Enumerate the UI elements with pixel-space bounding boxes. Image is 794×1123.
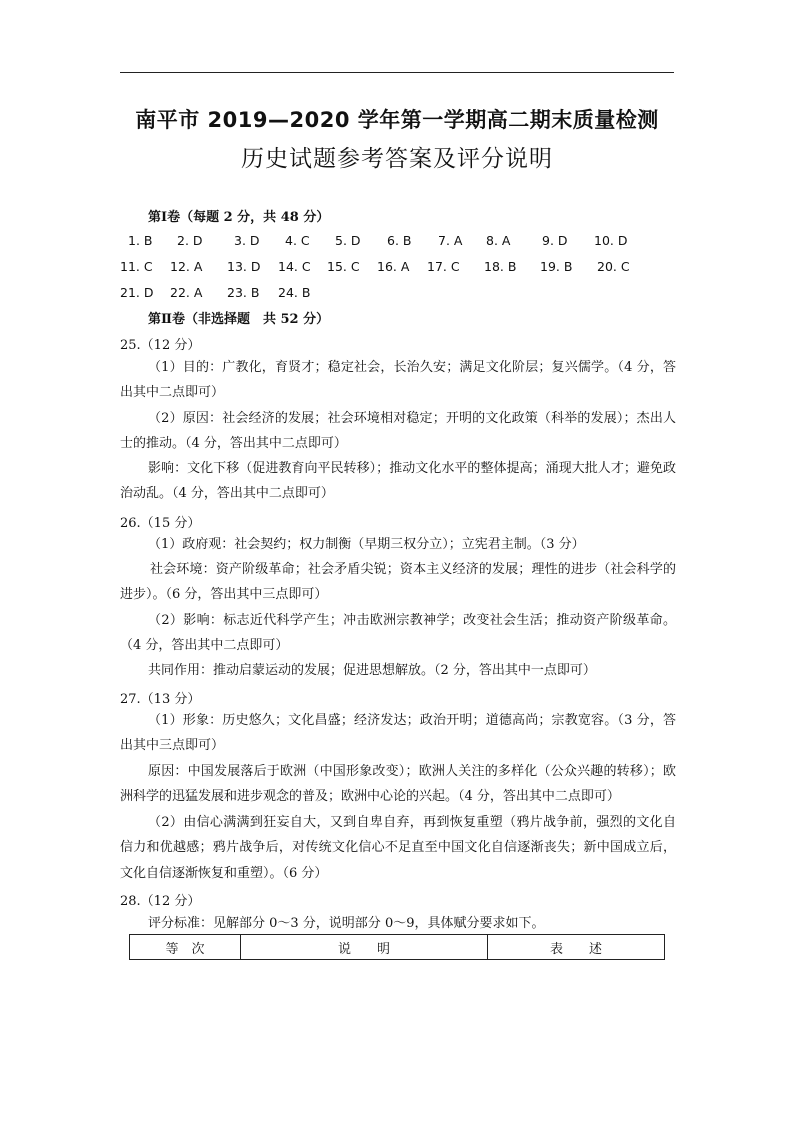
answer-item: 16. A [377, 259, 410, 274]
table-header-cell: 等 次 [130, 935, 241, 960]
q26-answer-2: 社会环境：资产阶级革命；社会矛盾尖锐；资本主义经济的发展；理性的进步（社会科学的进步）。（6 分，答出其中三点即可） [120, 562, 676, 603]
answer-item: 13. D [227, 259, 261, 274]
q28-scoring-note: 评分标准：见解部分 0～3 分，说明部分 0～9，具体赋分要求如下。 [148, 916, 545, 931]
answer-item: 10. D [594, 233, 628, 248]
answer-item: 8. A [486, 233, 511, 248]
question-27-heading: 27.（13 分） [120, 692, 201, 707]
document-subtitle: 历史试题参考答案及评分说明 [241, 146, 553, 172]
q26-answer-1: （1）政府观：社会契约；权力制衡（早期三权分立）；立宪君主制。（3 分） [148, 537, 585, 552]
question-25-heading: 25.（12 分） [120, 338, 201, 353]
answer-item: 2. D [177, 233, 203, 248]
part2-heading: 第Ⅱ卷（非选择题 共 52 分） [148, 312, 330, 327]
answer-item: 9. D [542, 233, 568, 248]
q25-answer-2: （2）原因：社会经济的发展；社会环境相对稳定；开明的文化政策（科举的发展）；杰出人士的推动。（4 分，答出其中二点即可） [120, 411, 676, 452]
answer-item: 14. C [278, 259, 311, 274]
answer-item: 21. D [120, 285, 154, 300]
q27-answer-1: （1）形象：历史悠久；文化昌盛；经济发达；政治开明；道德高尚；宗教宽容。（3 分，答出其中三点即可） [120, 713, 676, 754]
question-26-heading: 26.（15 分） [120, 516, 201, 531]
answer-item: 20. C [597, 259, 630, 274]
q27-answer-3: （2）由信心满满到狂妄自大，又到自卑自弃，再到恢复重塑（鸦片战争前，强烈的文化自信力和优越感；鸦片战争后，对传统文化信心不足直至中国文化自信逐渐丧失；新中国成立后，文化自信逐渐恢复和重塑）。（6 分） [120, 815, 676, 881]
answer-item: 3. D [234, 233, 260, 248]
document-title: 南平市 2019—2020 学年第一学期高二期末质量检测 [135, 108, 659, 132]
top-rule [120, 72, 674, 73]
table-header-row [130, 935, 665, 960]
q27-answer-2: 原因：中国发展落后于欧洲（中国形象改变）；欧洲人关注的多样化（公众兴趣的转移）；欧洲科学的迅猛发展和进步观念的普及；欧洲中心论的兴起。（4 分，答出其中二点即可） [120, 764, 676, 805]
q26-answer-4: 共同作用：推动启蒙运动的发展；促进思想解放。（2 分，答出其中一点即可） [148, 663, 596, 678]
scoring-table [129, 934, 665, 960]
answer-item: 18. B [484, 259, 517, 274]
q25-answer-3: 影响：文化下移（促进教育向平民转移）；推动文化水平的整体提高；涌现大批人才；避免政治动乱。（4 分，答出其中二点即可） [120, 461, 676, 502]
answer-item: 15. C [327, 259, 360, 274]
answer-item: 11. C [120, 259, 153, 274]
q26-answer-3: （2）影响：标志近代科学产生；冲击欧洲宗教神学；改变社会生活；推动资产阶级革命。（4 分，答出其中二点即可） [120, 613, 676, 654]
answer-item: 17. C [427, 259, 460, 274]
answer-item: 7. A [438, 233, 463, 248]
table-header-cell: 表 述 [488, 935, 665, 960]
q25-answer-1: （1）目的：广教化，育贤才；稳定社会，长治久安；满足文化阶层；复兴儒学。（4 分，答出其中二点即可） [120, 360, 676, 401]
answer-item: 6. B [387, 233, 412, 248]
answer-item: 4. C [285, 233, 310, 248]
answer-item: 1. B [128, 233, 153, 248]
answer-item: 19. B [540, 259, 573, 274]
answer-item: 22. A [170, 285, 203, 300]
answer-item: 12. A [170, 259, 203, 274]
answer-item: 23. B [227, 285, 260, 300]
table-header-cell: 说 明 [241, 935, 488, 960]
answer-item: 5. D [335, 233, 361, 248]
part1-heading: 第Ⅰ卷（每题 2 分，共 48 分） [148, 210, 330, 225]
answer-item: 24. B [278, 285, 311, 300]
question-28-heading: 28.（12 分） [120, 894, 201, 909]
